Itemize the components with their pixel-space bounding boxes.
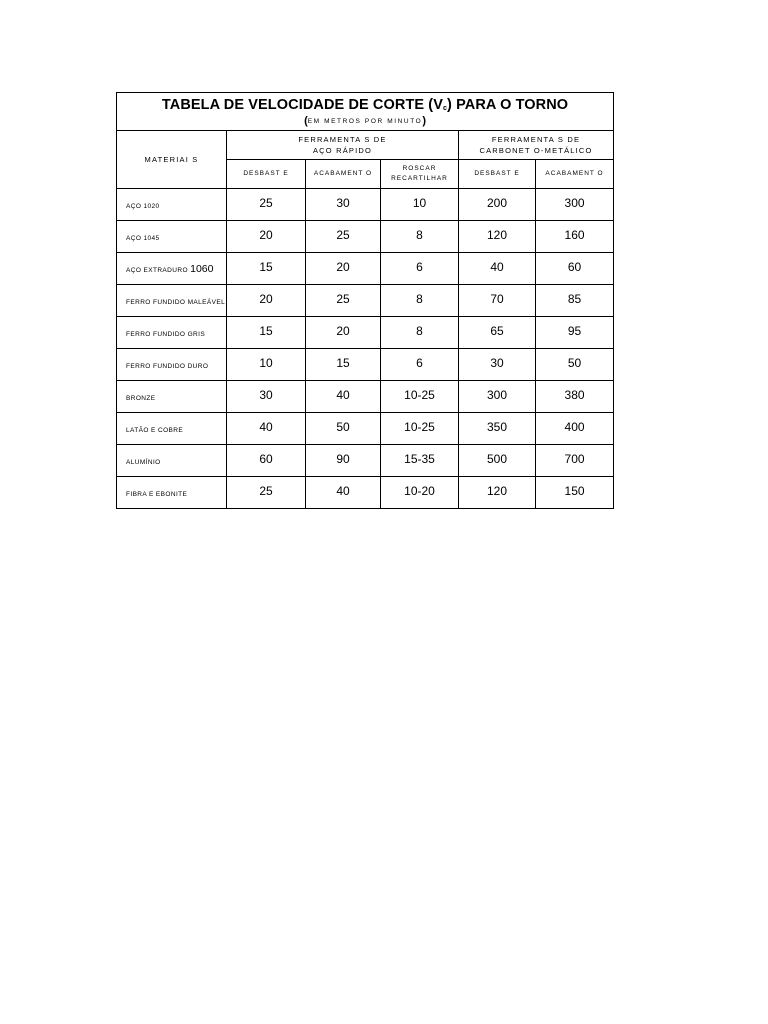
table-subtitle: (EM METROS POR MINUTO) xyxy=(304,114,426,127)
value-cell: 90 xyxy=(306,445,381,477)
value-cell: 25 xyxy=(306,285,381,317)
cutting-speed-table xyxy=(116,92,614,509)
table-row xyxy=(117,477,614,509)
value-cell: 65 xyxy=(459,317,536,349)
value-cell: 40 xyxy=(306,381,381,413)
value-cell: 50 xyxy=(306,413,381,445)
value-cell: 20 xyxy=(306,317,381,349)
value-cell: 120 xyxy=(459,477,536,509)
carbide-desbaste-header: DESBAST E xyxy=(459,160,536,189)
hss-group-header: FERRAMENTA S DE AÇO RÁPIDO xyxy=(227,131,459,160)
table-row xyxy=(117,317,614,349)
value-cell: 15 xyxy=(227,253,306,285)
value-cell: 300 xyxy=(459,381,536,413)
value-cell: 400 xyxy=(536,413,614,445)
value-cell: 30 xyxy=(459,349,536,381)
table-row xyxy=(117,413,614,445)
value-cell: 10 xyxy=(381,189,459,221)
material-cell: AÇO EXTRADURO 1060 xyxy=(117,253,227,285)
value-cell: 60 xyxy=(227,445,306,477)
value-cell: 500 xyxy=(459,445,536,477)
value-cell: 85 xyxy=(536,285,614,317)
value-cell: 300 xyxy=(536,189,614,221)
value-cell: 10-25 xyxy=(381,413,459,445)
value-cell: 60 xyxy=(536,253,614,285)
hss-acabamento-header: ACABAMENT O xyxy=(306,160,381,189)
material-cell: LATÃO E COBRE xyxy=(117,413,227,445)
value-cell: 6 xyxy=(381,253,459,285)
table-row xyxy=(117,349,614,381)
material-cell: FERRO FUNDIDO DURO xyxy=(117,349,227,381)
material-cell: FIBRA E EBONITE xyxy=(117,477,227,509)
value-cell: 30 xyxy=(227,381,306,413)
value-cell: 15-35 xyxy=(381,445,459,477)
value-cell: 40 xyxy=(459,253,536,285)
material-cell: AÇO 1045 xyxy=(117,221,227,253)
value-cell: 40 xyxy=(227,413,306,445)
value-cell: 10-20 xyxy=(381,477,459,509)
value-cell: 150 xyxy=(536,477,614,509)
table-row xyxy=(117,381,614,413)
value-cell: 8 xyxy=(381,221,459,253)
table-row xyxy=(117,221,614,253)
value-cell: 30 xyxy=(306,189,381,221)
value-cell: 380 xyxy=(536,381,614,413)
value-cell: 160 xyxy=(536,221,614,253)
value-cell: 350 xyxy=(459,413,536,445)
value-cell: 40 xyxy=(306,477,381,509)
value-cell: 10 xyxy=(227,349,306,381)
carbide-group-header: FERRAMENTA S DE CARBONET O-METÁLICO xyxy=(459,131,614,160)
value-cell: 120 xyxy=(459,221,536,253)
value-cell: 8 xyxy=(381,285,459,317)
value-cell: 15 xyxy=(227,317,306,349)
value-cell: 70 xyxy=(459,285,536,317)
value-cell: 700 xyxy=(536,445,614,477)
value-cell: 6 xyxy=(381,349,459,381)
table-row xyxy=(117,285,614,317)
table-row xyxy=(117,445,614,477)
material-cell: AÇO 1020 xyxy=(117,189,227,221)
carbide-acabamento-header: ACABAMENT O xyxy=(536,160,614,189)
value-cell: 20 xyxy=(306,253,381,285)
hss-desbaste-header: DESBAST E xyxy=(227,160,306,189)
materials-header: MATERIAI S xyxy=(117,131,227,189)
hss-roscar-header: ROSCAR RECARTILHAR xyxy=(381,160,459,189)
value-cell: 15 xyxy=(306,349,381,381)
table-row xyxy=(117,189,614,221)
value-cell: 25 xyxy=(306,221,381,253)
value-cell: 8 xyxy=(381,317,459,349)
table-row xyxy=(117,253,614,285)
value-cell: 10-25 xyxy=(381,381,459,413)
table-title: TABELA DE VELOCIDADE DE CORTE $(V_c)$ PARA O TORNO xyxy=(161,97,569,114)
value-cell: 200 xyxy=(459,189,536,221)
value-cell: 20 xyxy=(227,285,306,317)
value-cell: 20 xyxy=(227,221,306,253)
material-cell: BRONZE xyxy=(117,381,227,413)
table-title-cell xyxy=(117,93,614,131)
value-cell: 50 xyxy=(536,349,614,381)
material-cell: FERRO FUNDIDO MALEÁVEL xyxy=(117,285,227,317)
value-cell: 25 xyxy=(227,189,306,221)
material-cell: FERRO FUNDIDO GRIS xyxy=(117,317,227,349)
value-cell: 25 xyxy=(227,477,306,509)
value-cell: 95 xyxy=(536,317,614,349)
material-cell: ALUMÍNIO xyxy=(117,445,227,477)
